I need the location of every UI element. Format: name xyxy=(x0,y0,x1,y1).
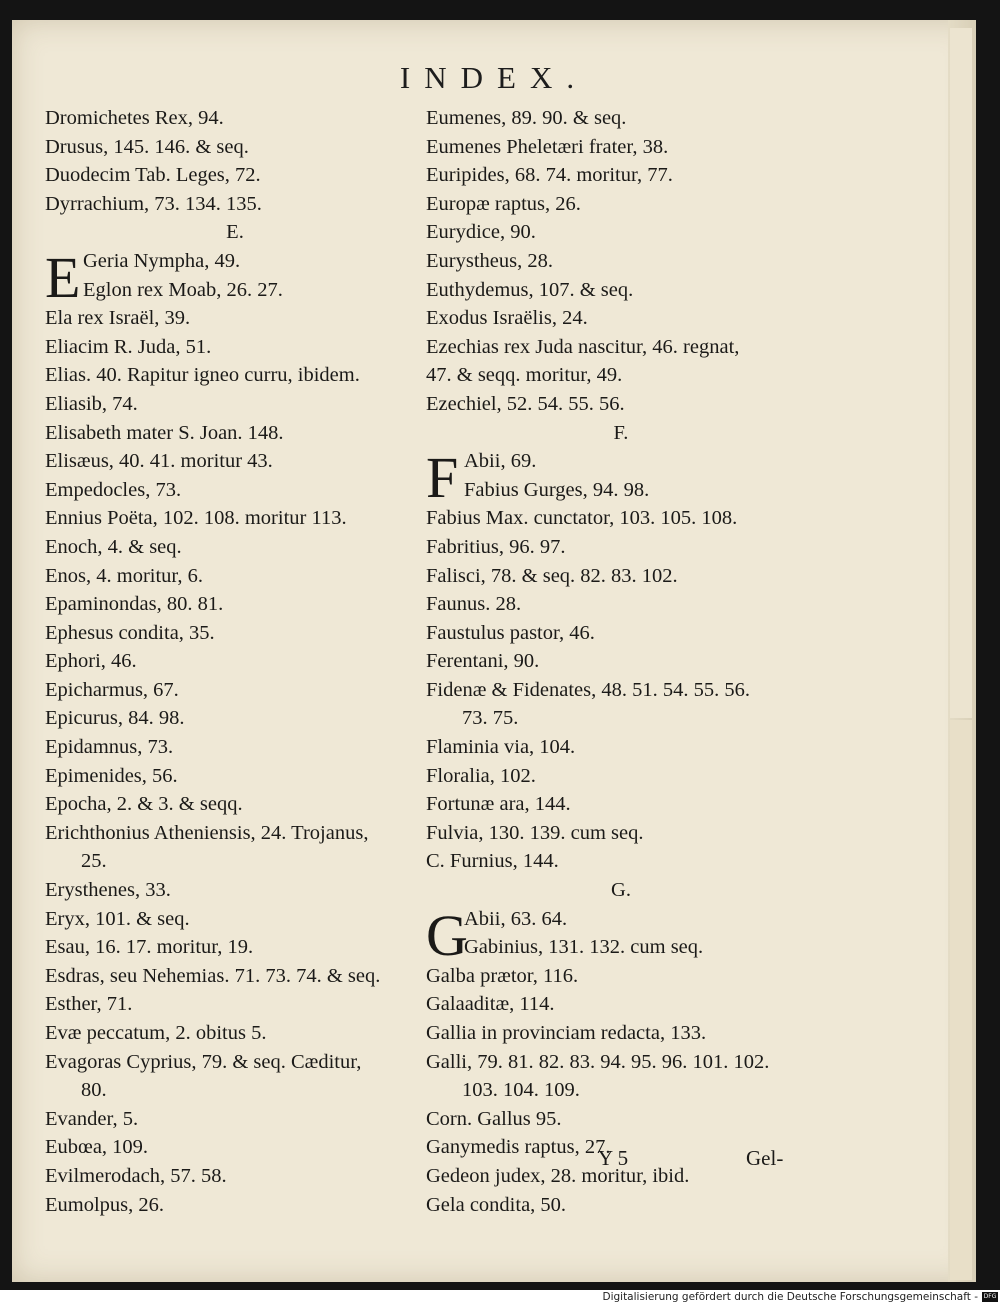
index-entry: Europæ raptus, 26. xyxy=(426,192,581,215)
index-entry: Erysthenes, 33. xyxy=(45,879,171,902)
index-entry: Ganymedis raptus, 27. xyxy=(426,1136,611,1159)
index-entry: Erichthonius Atheniensis, 24. Trojanus, xyxy=(45,821,369,844)
index-entry: Gedeon judex, 28. moritur, ibid. xyxy=(426,1164,690,1187)
index-entry-continuation: 25. xyxy=(81,850,107,873)
index-entry: Floralia, 102. xyxy=(426,764,536,787)
footer-credit: Digitalisierung gefördert durch die Deutsche Forschungsgemeinschaft - xyxy=(602,1291,978,1303)
index-entry: Fabritius, 96. 97. xyxy=(426,535,566,558)
index-entry: Evæ peccatum, 2. obitus 5. xyxy=(45,1022,267,1044)
index-entry: Elisabeth mater S. Joan. 148. xyxy=(45,421,284,444)
index-entry: Eumenes, 89. 90. & seq. xyxy=(426,107,627,129)
index-entry: Dromichetes Rex, 94. xyxy=(45,107,224,129)
index-entry: Eryx, 101. & seq. xyxy=(45,907,190,930)
index-entry: Fulvia, 130. 139. cum seq. xyxy=(426,821,644,844)
index-entry: Eubœa, 109. xyxy=(45,1136,149,1159)
signature-mark: Y 5 xyxy=(598,1146,629,1170)
index-entry: Ezechiel, 52. 54. 55. 56. xyxy=(426,392,625,415)
book-page xyxy=(12,20,976,1282)
index-entry: Gela condita, 50. xyxy=(426,1193,567,1216)
index-entry: Corn. Gallus 95. xyxy=(426,1107,562,1130)
index-entry-continuation: 103. 104. 109. xyxy=(462,1079,580,1102)
catchword: Gel- xyxy=(746,1146,784,1170)
index-entry: Empedocles, 73. xyxy=(45,478,182,501)
letter-heading: G. xyxy=(611,879,631,902)
index-entry-continuation: 73. 75. xyxy=(462,707,519,730)
index-entry: Galba prætor, 116. xyxy=(426,964,579,987)
index-entry: Epocha, 2. & 3. & seqq. xyxy=(45,793,243,816)
page-edge-lower xyxy=(950,720,972,1280)
drop-cap-initial: E xyxy=(45,245,81,310)
index-entry: Abii, 69. xyxy=(464,450,537,473)
index-entry: Fortunæ ara, 144. xyxy=(426,793,571,816)
index-entry: Elisæus, 40. 41. moritur 43. xyxy=(45,450,273,473)
index-entry: Eliasib, 74. xyxy=(45,392,138,415)
index-entry: Dyrrachium, 73. 134. 135. xyxy=(45,192,262,215)
index-entry: Fabius Gurges, 94. 98. xyxy=(464,478,650,501)
index-entry: Faunus. 28. xyxy=(426,593,522,616)
index-entry: Abii, 63. 64. xyxy=(464,907,568,930)
index-entry: Gabinius, 131. 132. cum seq. xyxy=(464,936,704,959)
page-edge-strip xyxy=(948,20,976,1282)
index-entry: Fabius Max. cunctator, 103. 105. 108. xyxy=(426,507,738,530)
index-entry: Eumolpus, 26. xyxy=(45,1193,165,1216)
index-entry: C. Furnius, 144. xyxy=(426,850,559,873)
index-entry: Eumenes Pheletæri frater, 38. xyxy=(426,135,669,158)
page-edge-upper xyxy=(950,28,972,718)
index-entry-continuation: 80. xyxy=(81,1079,107,1102)
index-entry: Epicharmus, 67. xyxy=(45,678,179,701)
letter-heading: F. xyxy=(613,421,629,444)
drop-cap-initial: G xyxy=(426,902,468,968)
index-entry: Exodus Israëlis, 24. xyxy=(426,307,588,330)
index-entry: Evagoras Cyprius, 79. & seq. Cæditur, xyxy=(45,1050,362,1073)
index-entry: Fidenæ & Fidenates, 48. 51. 54. 55. 56. xyxy=(426,678,751,701)
index-entry: Duodecim Tab. Leges, 72. xyxy=(45,164,261,187)
index-entry: Faustulus pastor, 46. xyxy=(426,621,595,644)
index-entry: Eglon rex Moab, 26. 27. xyxy=(83,278,283,301)
index-entry: Evilmerodach, 57. 58. xyxy=(45,1164,227,1187)
index-entry: Epaminondas, 80. 81. xyxy=(45,593,224,616)
index-column-right xyxy=(426,104,816,1219)
index-entry: Eliacim R. Juda, 51. xyxy=(45,335,212,358)
index-entry: Enoch, 4. & seq. xyxy=(45,535,182,558)
index-entry: Epimenides, 56. xyxy=(45,764,178,787)
index-entry: Elias. 40. Rapitur igneo curru, ibidem. xyxy=(45,364,360,387)
drop-cap-initial: F xyxy=(426,445,459,511)
index-entry: Epicurus, 84. 98. xyxy=(45,707,185,730)
index-entry: Eurystheus, 28. xyxy=(426,249,553,272)
index-entry: Galaaditæ, 114. xyxy=(426,993,555,1016)
index-entry: Ela rex Israël, 39. xyxy=(45,307,191,330)
index-entry: 47. & seqq. moritur, 49. xyxy=(426,364,623,387)
index-entry: Ezechias rex Juda nascitur, 46. regnat, xyxy=(426,335,740,358)
index-entry: Enos, 4. moritur, 6. xyxy=(45,564,204,587)
index-entry: Ephesus condita, 35. xyxy=(45,621,215,644)
index-entry: Galli, 79. 81. 82. 83. 94. 95. 96. 101. 102. xyxy=(426,1050,770,1073)
index-entry: Esther, 71. xyxy=(45,993,133,1016)
index-entry: Gallia in provinciam redacta, 133. xyxy=(426,1022,707,1044)
index-entry: Geria Nympha, 49. xyxy=(83,249,241,272)
index-entry: Esau, 16. 17. moritur, 19. xyxy=(45,936,254,959)
index-entry: Euthydemus, 107. & seq. xyxy=(426,278,634,301)
index-entry: Drusus, 145. 146. & seq. xyxy=(45,135,249,158)
index-entry: Flaminia via, 104. xyxy=(426,736,576,759)
letter-heading: E. xyxy=(226,221,244,244)
index-entry: Evander, 5. xyxy=(45,1107,139,1130)
index-entry: Epidamnus, 73. xyxy=(45,736,174,759)
index-entry: Ennius Poëta, 102. 108. moritur 113. xyxy=(45,507,347,530)
digitization-footer xyxy=(0,1290,1000,1304)
index-column-left xyxy=(45,104,425,1219)
index-entry: Eurydice, 90. xyxy=(426,221,536,244)
index-entry: Esdras, seu Nehemias. 71. 73. 74. & seq. xyxy=(45,964,381,987)
dfg-logo-icon: DFG xyxy=(983,1293,997,1300)
index-entry: Ferentani, 90. xyxy=(426,650,540,673)
index-entry: Ephori, 46. xyxy=(45,650,137,673)
page-header: INDEX. xyxy=(399,60,589,95)
index-entry: Euripides, 68. 74. moritur, 77. xyxy=(426,164,673,187)
index-entry: Falisci, 78. & seq. 82. 83. 102. xyxy=(426,564,678,587)
